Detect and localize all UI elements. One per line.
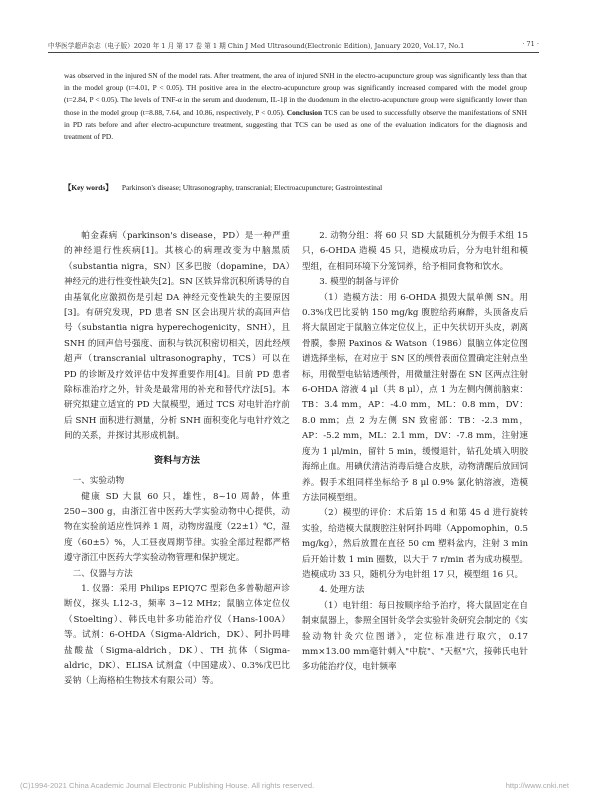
abstract-text-2: TCS can be used to successfully observe the manifestations of SNH in PD rats before and after electro-acupuncture treatment, suggesting that TCS can be used as one of the evaluation indicators for the diagnosis and treatment of PD.	[64, 107, 527, 142]
cnki-link[interactable]: http://www.cnki.net	[505, 781, 569, 790]
copyright-footer	[20, 781, 569, 793]
model-heading: 3. 模型的制备与评价	[319, 277, 399, 288]
left-column	[64, 229, 290, 690]
abstract-block	[64, 70, 527, 143]
electroacupuncture-paragraph: （1）电针组：每日按顺序给予治疗，将大鼠固定在自制束鼠器上，参照全国针灸学会实验针灸研究会制定的《实验动物针灸穴位图谱》，定位标准进行取穴，0.17 mm×13.00 mm毫针刺入"中脘"、"天枢"穴，接韩氏电针多功能治疗仪，电针频率	[302, 600, 528, 673]
journal-citation: 中华医学超声杂志（电子版）2020 年 1 月 第 17 卷 第 1 期 Chin J Med Ultrasound(Electronic Edition), January 2020, Vol.17, No.1	[48, 42, 465, 50]
model-evaluation-paragraph: （2）模型的评价：术后第 15 d 和第 45 d 进行旋转实验，给造模大鼠腹腔注射阿扑吗啡（Appomophin，0.5 mg/kg），然后放置在直径 50 cm 塑料盆内，注射 3 min 后开始计数 1 min 圈数，以大于 7 r/min 者为成功模型。造模成功 33 只，随机分为电针组 17 只，模型组 16 只。	[302, 508, 528, 580]
animals-paragraph: 健康 SD 大鼠 60 只，雄性，8~10 周龄，体重 250~300 g，由浙江省中医药大学实验动物中心提供，动物在实验前适应性饲养 1 周，动物房温度（22±1）℃，湿度（60±5）%，人工昼夜周期节律。实验全部过程都严格遵守浙江中医药大学实验动物管理和保护规定。	[64, 491, 290, 564]
right-column	[302, 229, 528, 676]
intro-paragraph: 帕金森病（parkinson's disease，PD）是一种严重的神经退行性疾病[1]。其核心的病理改变为中脑黑质（substantia nigra，SN）区多巴胺（dopamine，DA）神经元的进行性变性缺失[2]。SN 区铁异常沉积所诱导的自由基氧化应激损伤是引起 DA 神经元变性缺失的主要原因[3]。有研究发现，PD 患者 SN 区会出现片状的高回声信号（substantia nigra hyperechogenicity，SNH），且 SNH 的回声信号强度、面积与铁沉积密切相关，因此经颅超声（transcranial ultrasonography，TCS）可以在 PD 的诊断及疗效评估中发挥重要作用[4]。目前 PD 患者除标准治疗之外，针灸是最常用的补充和替代疗法[5]。本研究拟建立适宜的 PD 大鼠模型，通过 TCS 对电针治疗前后 SNH 面积进行测量，分析 SNH 面积变化与电针疗效之间的关系，并探讨其形成机制。	[64, 231, 290, 442]
keywords-text: Parkinson's disease; Ultrasonography, transcranial; Electroacupuncture; Gastrointestinal	[121, 183, 383, 192]
abstract-text-1: was observed in the injured SN of the model rats. After treatment, the area of injured SNH in the electro-acupuncture group was significantly less than that in the model group (t=4.01, P < 0.05). TH positive area in the electro-acupuncture group was significantly increased compared with the model group (t=2.84, P < 0.05). The levels of TNF-α in the serum and duodenum, IL-1β in the duodenum in the electro-acupuncture group were significantly lower than those in the model group (t=8.88, 7.64, and 10.86, respectively, P < 0.05).	[64, 71, 527, 117]
subsection-instruments: 二、仪器与方法	[72, 568, 133, 579]
keywords-block	[64, 182, 527, 194]
keywords-label: 【Key words】	[64, 183, 113, 192]
page-number: · 71 ·	[522, 40, 539, 48]
subsection-animals: 一、实验动物	[72, 476, 125, 487]
running-header	[48, 40, 539, 52]
section-title: 资料与方法	[154, 454, 200, 466]
grouping-paragraph: 2. 动物分组：将 60 只 SD 大鼠随机分为假手术组 15 只，6-OHDA 造模 45 只，造模成功后，分为电针组和模型组，在相同环境下分笼饲养，给予相同食物和饮水。	[302, 231, 528, 272]
instruments-paragraph: 1. 仪器：采用 Philips EPIQ7C 型彩色多普勒超声诊断仪，探头 L12-3，频率 3~12 MHz；鼠脑立体定位仪（Stoelting）、韩氏电针多功能治疗仪（Hans-100A）等。试剂：6-OHDA（Sigma-Aldrich，DK）、阿扑吗啡盐酸盐（Sigma-aldrich，DK）、TH 抗体（Sigma-aldric，DK）、ELISA 试剂盒（中国建成）、0.3%戊巴比妥钠（上海格柏生物技术有限公司）等。	[64, 583, 290, 687]
modeling-method-paragraph: （1）造模方法：用 6-OHDA 损毁大鼠单侧 SN。用 0.3%戊巴比妥钠 150 mg/kg 腹腔给药麻醉，头顶备皮后将大鼠固定于鼠脑立体定位仪上，正中矢状切开头皮，剥离骨膜，参照 Paxinos & Watson（1986）鼠脑立体定位图谱选择坐标，在对应于 SN 区的颅骨表面位置确定注射点坐标，用微型电钻钻透颅骨，用微量注射器在 SN 区两点注射 6-OHDA 溶液 4 μl（共 8 μl），点 1 为左侧内侧前脑束：TB：3.4 mm，AP：-4.0 mm，ML：0.8 mm，DV：8.0 mm；点 2 为左侧 SN 致密部：TB：-2.3 mm，AP：-5.2 mm，ML：2.1 mm，DV：-7.8 mm，注射速度为 1 μl/min，留针 5 min，缓慢退针，钻孔处填入明胶海绵止血。用碘伏清洁消毒后缝合皮肤，动物清醒后放回饲养。假手术组同样坐标给予 8 μl 0.9% 氯化钠溶液，造模方法同模型组。	[302, 292, 528, 503]
header-rule	[48, 52, 539, 53]
copyright-text: (C)1994-2021 China Academic Journal Electronic Publishing House. All rights reserved.	[20, 781, 315, 790]
conclusion-label: Conclusion	[286, 107, 323, 117]
treatment-heading: 4. 处理方法	[319, 585, 365, 596]
